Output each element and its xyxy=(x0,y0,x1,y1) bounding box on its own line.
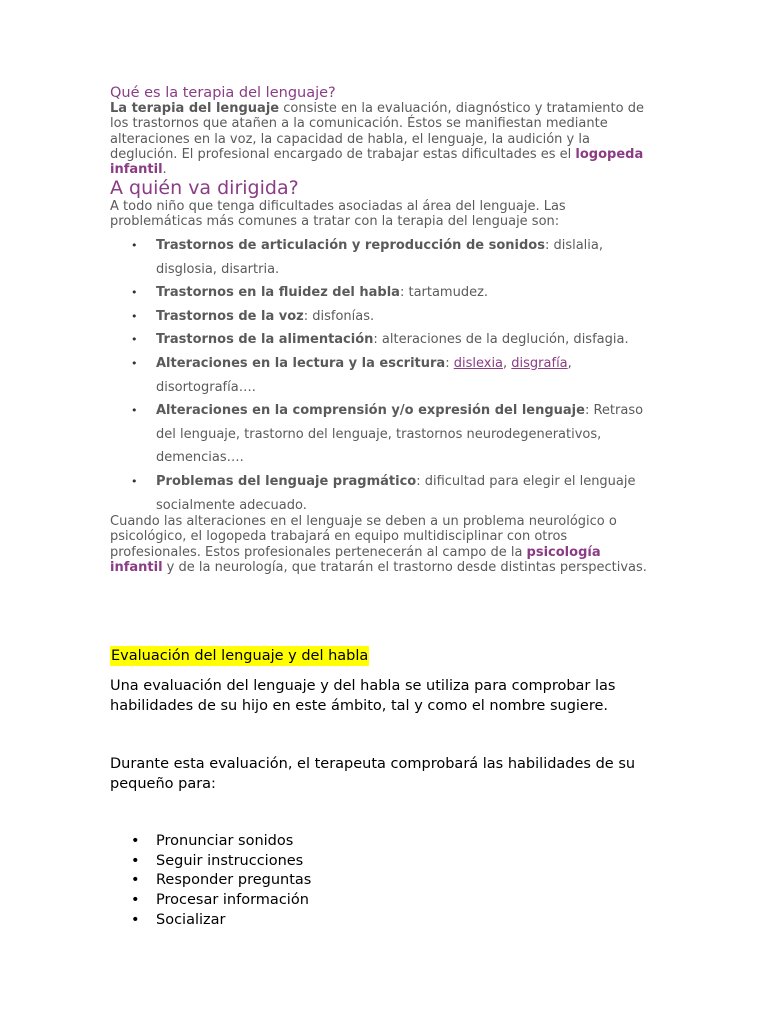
item-bold: Trastornos de articulación y reproducción de sonidos xyxy=(156,238,545,253)
item-text: : tartamudez. xyxy=(399,285,489,301)
item-text: , disortografía…. xyxy=(156,355,572,395)
bullet: • xyxy=(131,911,140,928)
item-bold: Trastornos de la voz xyxy=(156,308,304,324)
item-text: : disfonías. xyxy=(303,308,375,324)
item-text: : Retraso del lenguaje, trastorno del lenguaje, trastornos neurodegenerativos, demencias…. xyxy=(156,403,644,466)
list-item xyxy=(110,891,311,911)
closing-text-b: y de la neurología, que tratarán el trastorno desde distintas perspectivas. xyxy=(162,559,647,575)
definition-end: . xyxy=(162,162,167,178)
definition-bold: La terapia del lenguaje xyxy=(110,101,280,116)
item-text: Pronunciar sonidos xyxy=(156,833,294,849)
section-heading-que-es: Qué es la terapia del lenguaje? xyxy=(110,85,336,101)
highlighted-heading-evaluacion: Evaluación del lenguaje y del habla xyxy=(111,648,369,664)
bullet: • xyxy=(131,892,140,909)
bullet: • xyxy=(131,872,140,889)
bullet: • xyxy=(131,309,138,323)
item-sep: : xyxy=(445,355,454,371)
definition-text: consiste en la evaluación, diagnóstico y tratamiento de los trastornos que atañen a la comunicación. Éstos se manifiestan mediante alteraciones en la voz, la capacidad de habla, el lenguaje, la audición y la deglución. El profesional encargado de trabajar estas dificultades es el xyxy=(110,101,644,162)
item-bold: Problemas del lenguaje pragmático xyxy=(156,473,417,489)
item-text: Procesar información xyxy=(156,892,309,909)
bullet: • xyxy=(131,239,138,252)
item-text: : dislalia, disglosia, disartria. xyxy=(156,238,604,277)
list-item xyxy=(110,281,660,305)
item-bold: Trastornos en la fluidez del habla xyxy=(156,285,400,301)
item-bold: Alteraciones en la lectura y la escritura xyxy=(156,355,446,371)
item-bold: Alteraciones en la comprensión y/o expresión del lenguaje xyxy=(156,403,585,419)
item-bold: Trastornos de la alimentación xyxy=(156,332,374,348)
item-text: Socializar xyxy=(156,911,226,928)
section-heading-a-quien: A quién va dirigida? xyxy=(110,177,299,199)
item-sep: , xyxy=(503,355,512,371)
closing-paragraph xyxy=(110,514,655,575)
item-text: : alteraciones de la deglución, disfagia. xyxy=(373,332,629,348)
bullet: • xyxy=(131,474,138,488)
logopeda-link[interactable]: logopeda infantil xyxy=(110,146,644,178)
list-item xyxy=(110,234,660,281)
skills-list xyxy=(110,832,311,931)
during-evaluation-paragraph: Durante esta evaluación, el terapeuta comprobará las habilidades de su pequeño para: xyxy=(110,756,636,792)
list-item xyxy=(110,352,660,399)
psicologia-link[interactable]: psicología infantil xyxy=(110,544,601,575)
bullet: • xyxy=(131,833,140,849)
disgrafia-link[interactable]: disgrafía xyxy=(511,355,568,371)
bullet: • xyxy=(131,333,138,347)
definition-paragraph xyxy=(110,101,655,177)
list-item xyxy=(110,399,660,470)
intro-paragraph: A todo niño que tenga dificultades asociadas al área del lenguaje. Las problemáticas más comunes a tratar con la terapia del lenguaje son: xyxy=(110,199,566,230)
list-item xyxy=(110,328,660,352)
item-text: Responder preguntas xyxy=(156,872,312,889)
bullet: • xyxy=(131,404,138,418)
item-text: Seguir instrucciones xyxy=(156,852,304,869)
list-item xyxy=(110,911,311,931)
bullet: • xyxy=(131,356,138,370)
bullet: • xyxy=(131,852,140,869)
dislexia-link[interactable]: dislexia xyxy=(453,355,504,371)
list-item xyxy=(110,470,660,517)
bullet: • xyxy=(131,286,138,300)
list-item xyxy=(110,305,660,329)
evaluation-paragraph: Una evaluación del lenguaje y del habla se utiliza para comprobar las habilidades de su hijo en este ámbito, tal y como el nombre sugiere. xyxy=(110,678,616,714)
list-item xyxy=(110,852,311,872)
disorders-list xyxy=(110,234,660,517)
item-text: : dificultad para elegir el lenguaje socialmente adecuado. xyxy=(156,473,636,513)
closing-text-a: Cuando las alteraciones en el lenguaje se deben a un problema neurológico o psicológico, el logopeda trabajará en equipo multidisciplinar con otros profesionales. Estos profesionales pertenecerán al campo de la xyxy=(110,514,617,560)
list-item xyxy=(110,832,311,852)
list-item xyxy=(110,871,311,891)
